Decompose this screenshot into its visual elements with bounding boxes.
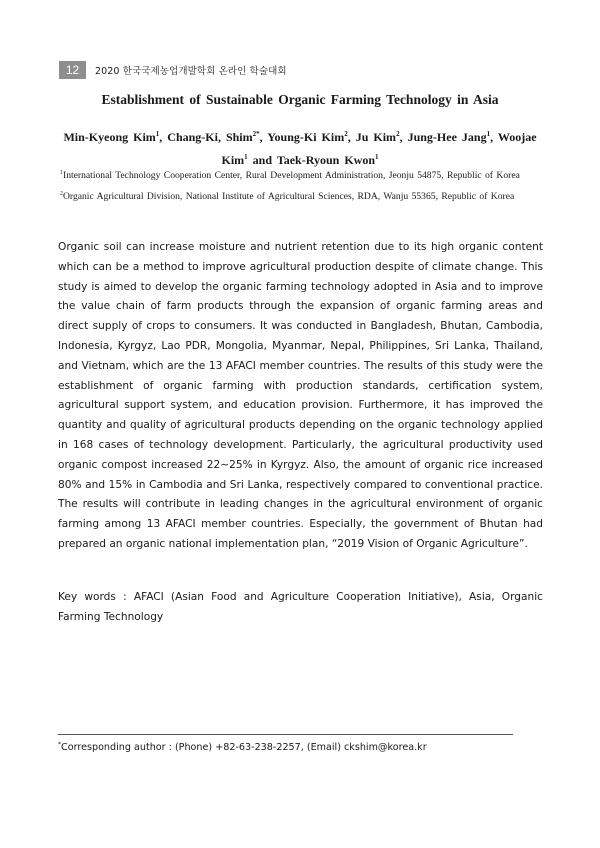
author-sup: 1 [486, 130, 491, 138]
paper-title: Establishment of Sustainable Organic Farming Technology in Asia [101, 92, 499, 107]
footnote-sup: * [58, 741, 61, 748]
author-name: Ju Kim [355, 130, 397, 144]
page-header [59, 60, 287, 80]
author-list: Min-Kyeong Kim$^1$, Chang-Ki, Shim$^{2*}$, Young-Ki Kim$^2$, Ju Kim$^2$, Jung-Hee Jang$^1$, Woojae Kim$^1$ and Taek-Ryoun Kwon$^1$ [63, 130, 537, 167]
author-name: Young-Ki Kim [267, 130, 345, 144]
affiliation-text: Organic Agricultural Division, National Institute of Agricultural Sciences, RDA, Wanju 55365, Republic of Korea [63, 191, 515, 203]
author-sup: 1 [155, 130, 160, 138]
author-name: Chang-Ki, Shim [167, 130, 253, 144]
conference-name: 2020 한국국제농업개발학회 온라인 학술대회 [95, 66, 287, 77]
affiliation [60, 191, 550, 202]
page-number: 12 [59, 61, 86, 79]
author-sup: 2* [252, 130, 260, 138]
footnote-divider [58, 734, 513, 735]
affiliation-sup: 2 [60, 191, 63, 197]
author-sup: 1 [375, 153, 379, 161]
author-sup: 2 [396, 130, 400, 138]
author-name: Taek-Ryoun Kwon [276, 153, 375, 167]
abstract-body: Organic soil can increase moisture and nutrient retention due to its high organic content which can be a method to improve agricultural production despite of climate change. This study is aimed to develop the organic farming technology adopted in Asia and to improve the value chain of farm products through the expansion of organic farming areas and direct supply of crops to consumers. It was conducted in Bangladesh, Bhutan, Cambodia, Indonesia, Kyrgyz, Lao PDR, Mongolia, Myanmar, Nepal, Philippines, Sri Lanka, Thailand, and Vietnam, which are the 13 AFACI member countries. The results of this study were the establishment of organic farming with production standards, certification system, agricultural support system, and education provision. Furthermore, it has improved the quantity and quality of agricultural products depending on the organic technology applied in 168 cases of technology development. Particularly, the agricultural productivity used organic compost increased 22∼25% in Kyrgyz. Also, the amount of organic rice increased 80% and 15% in Cambodia and Sri Lanka, respectively compared to conventional practice. The results will contribute in leading changes in the agricultural environment of organic farming among 13 AFACI member countries. Especially, the government of Bhutan had prepared an organic national implementation plan, “2019 Vision of Organic Agriculture”. [58, 241, 543, 550]
footnote-text: Corresponding author : (Phone) +82-63-238-2257, (Email) ckshim@korea.kr [61, 742, 427, 754]
author-sup: 2 [344, 130, 348, 138]
affiliation-sup: 1 [60, 170, 63, 176]
author-name: Jung-Hee Jang [407, 130, 487, 144]
author-and: and [252, 153, 273, 167]
author-sup: 1 [244, 153, 248, 161]
keywords: Key words : AFACI (Asian Food and Agriculture Cooperation Initiative), Asia, Organic Farming Technology [58, 591, 543, 623]
affiliation [60, 170, 550, 181]
author-name: Min-Kyeong Kim [63, 130, 156, 144]
affiliation-text: International Technology Cooperation Center, Rural Development Administration, Jeonju 54875, Republic of Korea [63, 170, 520, 182]
author-name: Woojae Kim [221, 130, 537, 167]
corresponding-author-footnote [58, 741, 427, 753]
